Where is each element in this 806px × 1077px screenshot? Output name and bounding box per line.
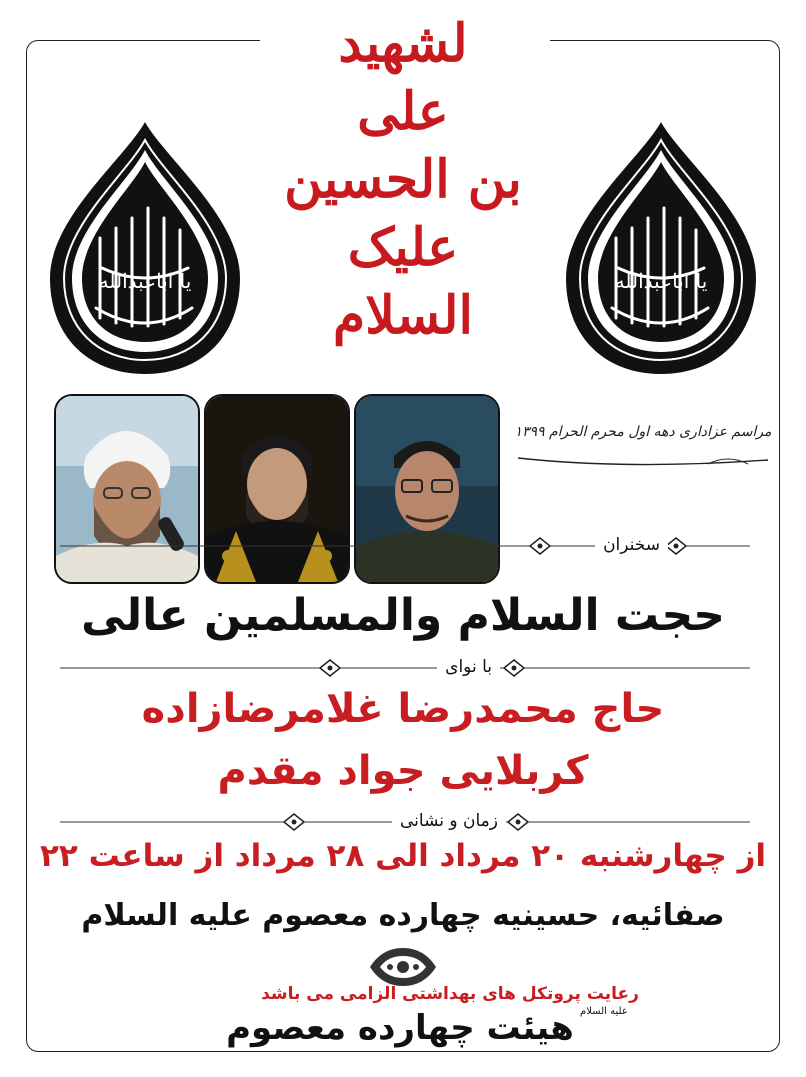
time-place-label: زمان و نشانی [392, 811, 506, 831]
singer-name-2: کربلایی جواد مقدم [217, 748, 589, 794]
ceremony-flourish [508, 452, 778, 472]
organization-name: هیئت چهارده معصوم [226, 1008, 574, 1048]
teardrop-emblem-right [556, 118, 766, 378]
ceremony-caption [508, 412, 778, 468]
calligraphy-line-3: بن الحسین [284, 149, 522, 210]
calligraphy-line-5: السلام [333, 285, 473, 346]
singers-label: با نوای [437, 657, 500, 677]
speaker-name: حجت السلام والمسلمین عالی [81, 590, 725, 641]
singer-name-1: حاج محمدرضا غلامرضازاده [141, 686, 665, 732]
calligraphy-title [268, 8, 538, 388]
teardrop-left-text: یا اباعبدالله [98, 269, 192, 293]
organization-suffix: علیه السلام [580, 1006, 628, 1017]
teardrop-emblem-left [40, 118, 250, 378]
ceremony-text: مراسم عزاداری دهه اول محرم الحرام ۱۳۹۹ [514, 424, 772, 440]
divider-speakers [60, 534, 750, 558]
teardrop-right-text: یا اباعبدالله [614, 269, 708, 293]
event-datetime: از چهارشنبه ۲۰ مرداد الی ۲۸ مرداد از ساعت ۲۲ [39, 838, 767, 874]
calligraphy-line-2: علی [357, 81, 449, 142]
calligraphy-line-4: علیک [347, 217, 459, 278]
health-notice: رعایت پروتکل های بهداشتی الزامی می باشد [261, 984, 639, 1004]
divider-singers [60, 656, 750, 680]
divider-time-place [60, 810, 750, 834]
event-place: صفائیه، حسینیه چهارده معصوم علیه السلام [81, 898, 725, 933]
speakers-label: سخنران [595, 535, 668, 555]
calligraphy-line-1: لشهید [338, 13, 468, 74]
